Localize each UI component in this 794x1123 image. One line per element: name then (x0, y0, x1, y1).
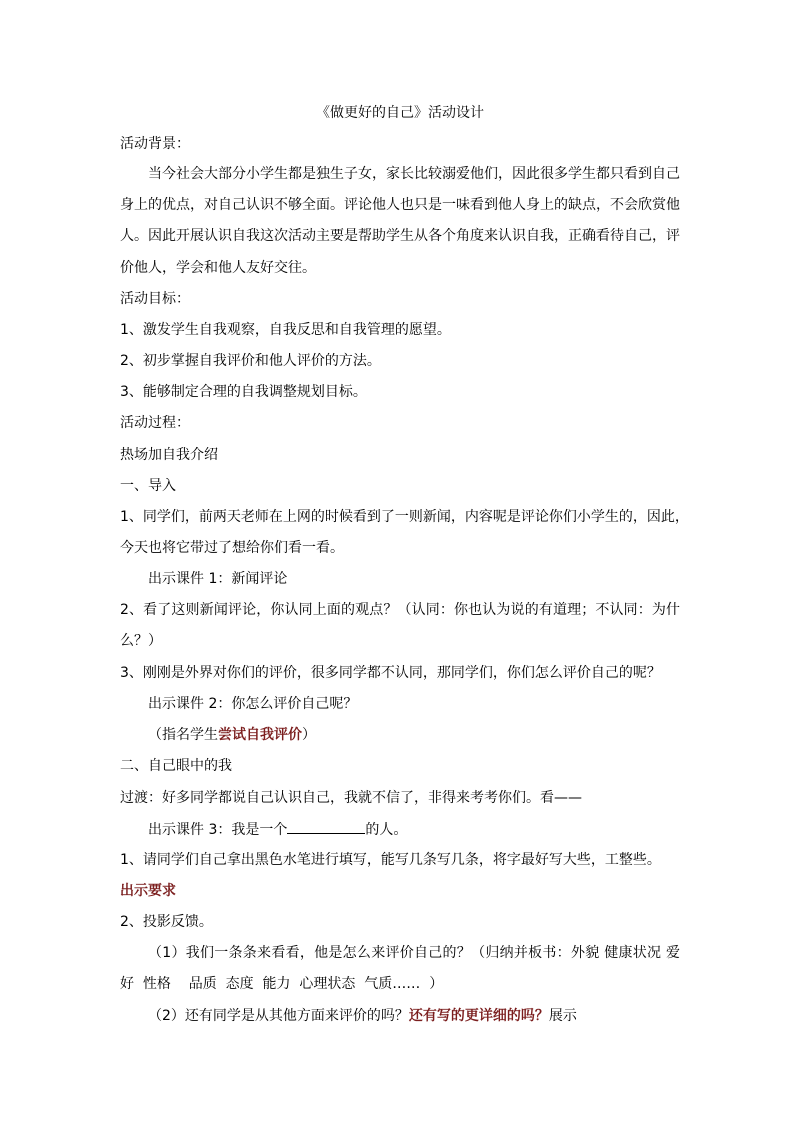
intro-item-2: 2、看了这则新闻评论，你认同上面的观点？（认同：你也认为说的有道理；不认同：为什 (120, 602, 680, 618)
note-prefix: （指名学生 (148, 727, 218, 743)
sub-2-suffix: 展示 (548, 1008, 577, 1024)
background-paragraph-line: 当今社会大部分小学生都是独生子女，家长比较溺爱他们，因此很多学生都只看到自己 (148, 166, 680, 182)
background-paragraph-line: 价他人，学会和他人友好交往。 (120, 260, 316, 276)
note-emphasis: 尝试自我评价 (218, 727, 302, 743)
intro-item-1-continued: 今天也将它带过了想给你们看一看。 (120, 540, 344, 556)
section-heading-self-view: 二、自己眼中的我 (120, 758, 232, 774)
goal-item: 3、能够制定合理的自我调整规划目标。 (120, 384, 367, 400)
goal-item: 2、初步掌握自我评价和他人评价的方法。 (120, 353, 381, 369)
fill-in-blank (287, 819, 365, 834)
section-heading-intro: 一、导入 (120, 478, 176, 494)
feedback-sub-1: （1）我们一条条来看看，他是怎么来评价自己的？（归纳并板书：外貌 健康状况 爱 (148, 945, 680, 961)
background-heading: 活动背景： (120, 136, 190, 152)
transition-line: 过渡：好多同学都说自己认识自己，我就不信了，非得来考考你们。看—— (120, 790, 582, 806)
feedback-sub-1-continued: 好 性格 品质 态度 能力 心理状态 气质…… ） (120, 976, 444, 992)
self-view-item-1: 1、请同学们自己拿出黑色水笔进行填写，能写几条写几条，将字最好写大些，工整些。 (120, 852, 661, 868)
background-paragraph-line: 身上的优点，对自己认识不够全面。评论他人也只是一味看到他人身上的缺点，不会欣赏他 (120, 197, 680, 213)
sub-2-emphasis: 还有写的更详细的吗？ (408, 1008, 549, 1024)
goals-heading: 活动目标： (120, 291, 190, 307)
note-suffix: ） (302, 727, 316, 743)
feedback-sub-2 (148, 1006, 577, 1026)
background-paragraph-line: 人。因此开展认识自我这次活动主要是帮助学生从各个角度来认识自我，正确看待自己，评 (120, 228, 680, 244)
document-title: 《做更好的自己》活动设计 (316, 105, 484, 121)
process-heading: 活动过程： (120, 415, 190, 431)
courseware-2: 出示课件 2：你怎么评价自己呢？ (148, 696, 358, 712)
intro-item-2-continued: 么？） (120, 633, 162, 649)
courseware-3-prefix: 出示课件 3：我是一个 (148, 822, 288, 838)
warmup-line: 热场加自我介绍 (120, 447, 218, 463)
intro-item-1: 1、同学们，前两天老师在上网的时候看到了一则新闻，内容呢是评论你们小学生的，因此， (120, 509, 689, 525)
goal-item: 1、激发学生自我观察，自我反思和自我管理的愿望。 (120, 322, 451, 338)
sub-2-prefix: （2）还有同学是从其他方面来评价的吗？ (148, 1008, 409, 1024)
courseware-3-suffix: 的人。 (365, 822, 408, 838)
courseware-1: 出示课件 1：新闻评论 (148, 571, 288, 587)
courseware-3 (148, 819, 407, 839)
self-evaluation-note (148, 725, 316, 745)
intro-item-3: 3、刚刚是外界对你们的评价，很多同学都不认同，那同学们，你们怎么评价自己的呢？ (120, 665, 661, 681)
requirement-label: 出示要求 (120, 883, 176, 899)
self-view-item-2: 2、投影反馈。 (120, 914, 213, 930)
